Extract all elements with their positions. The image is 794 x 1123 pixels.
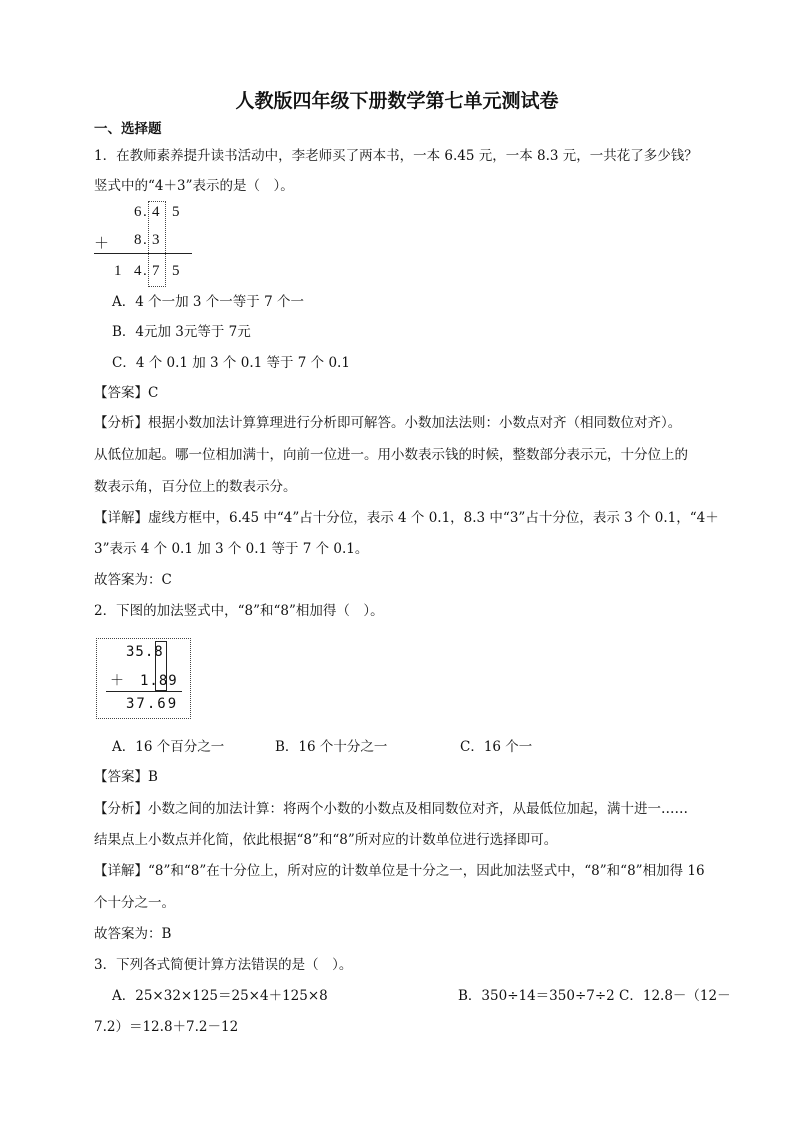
- q1-analysis-2: 从低位加起。哪一位相加满十，向前一位进一。用小数表示钱的时候，整数部分表示元，十分位上的: [94, 447, 688, 463]
- q2-analysis-2: 结果点上小数点并化简，依此根据“8”和“8”所对应的计数单位进行选择即可。: [94, 832, 558, 848]
- q1-detail: 【详解】虚线方框中，6.45 中“4”占十分位，表示 4 个 0.1，8.3 中“3”占十分位，表示 3 个 0.1，“4＋: [94, 510, 719, 526]
- digit: 3: [152, 232, 160, 248]
- digit: 4: [152, 204, 160, 220]
- sum: 37.69: [126, 696, 179, 712]
- q3-stem: 3．下列各式简便计算方法错误的是（ ）。: [94, 957, 353, 973]
- q2-stem: 2．下图的加法竖式中，“8”和“8”相加得（ ）。: [94, 603, 384, 619]
- q2-option-b: B．16 个十分之一: [275, 739, 388, 755]
- q1-option-b: B．4元加 3元等于 7元: [112, 324, 251, 340]
- digit: 1: [114, 263, 122, 279]
- q2-option-c: C．16 个一: [460, 739, 533, 755]
- q1-stem: 1．在教师素养提升读书活动中，李老师买了两本书，一本 6.45 元，一本 8.3 元，一共花了多少钱？: [94, 148, 698, 164]
- q2-answer: 【答案】B: [94, 769, 158, 785]
- plus-sign: ＋: [94, 236, 110, 252]
- digit: 5: [172, 263, 180, 279]
- digit: 8: [134, 232, 142, 248]
- digit: 7: [152, 263, 160, 279]
- dotted-highlight-box: [148, 201, 166, 287]
- q2-detail-2: 个十分之一。: [94, 895, 175, 911]
- q1-option-c: C．4 个 0.1 加 3 个 0.1 等于 7 个 0.1: [112, 355, 350, 371]
- decimal-point: .: [143, 204, 147, 220]
- q2-detail: 【详解】“8”和“8”在十分位上，所对应的计数单位是十分之一，因此加法竖式中，“8”和“8”相加得 16: [94, 863, 705, 879]
- section-heading: 一、选择题: [94, 121, 162, 137]
- addend-2: ＋ 1.89: [110, 673, 178, 689]
- q1-stem-2: 竖式中的“4＋3”表示的是（ ）。: [94, 178, 294, 194]
- q2-option-a: A．16 个百分之一: [112, 739, 225, 755]
- sum-line: [106, 691, 182, 692]
- q3-option-a: A．25×32×125＝25×4＋125×8: [112, 988, 328, 1004]
- digit: 4: [134, 263, 142, 279]
- page-title: 人教版四年级下册数学第七单元测试卷: [235, 90, 559, 112]
- q2-final-answer: 故答案为：B: [94, 926, 172, 942]
- digit: 6: [134, 204, 142, 220]
- q3-option-c-continued: 7.2）＝12.8＋7.2－12: [94, 1019, 239, 1035]
- q1-detail-2: 3”表示 4 个 0.1 加 3 个 0.1 等于 7 个 0.1。: [94, 541, 369, 557]
- q2-analysis: 【分析】小数之间的加法计算：将两个小数的小数点及相同数位对齐，从最低位加起，满十进一……: [94, 801, 688, 817]
- digit: 5: [172, 204, 180, 220]
- q1-answer: 【答案】C: [94, 385, 159, 401]
- decimal-point: .: [143, 232, 147, 248]
- sum-line: [94, 253, 192, 254]
- addend-1: 35.8: [126, 644, 164, 660]
- q3-option-b-c: B．350÷14＝350÷7÷2 C．12.8－（12－: [458, 988, 731, 1004]
- q1-option-a: A．4 个一加 3 个一等于 7 个一: [112, 294, 304, 310]
- decimal-point: .: [143, 263, 147, 279]
- q1-final-answer: 故答案为：C: [94, 572, 172, 588]
- q1-analysis: 【分析】根据小数加法计算算理进行分析即可解答。小数加法法则：小数点对齐（相同数位对齐）。: [94, 415, 682, 431]
- q1-analysis-3: 数表示角，百分位上的数表示分。: [94, 479, 297, 495]
